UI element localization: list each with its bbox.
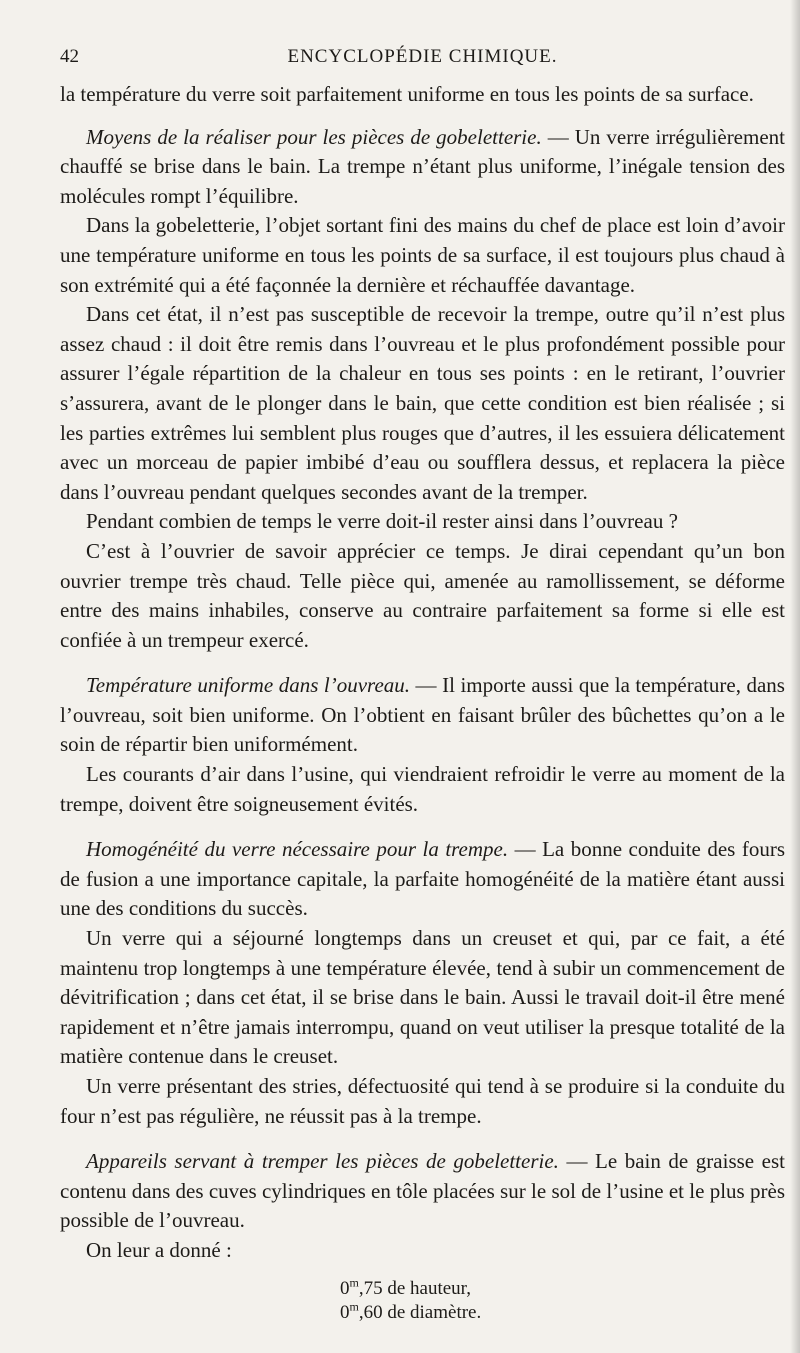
height-text: ,75 de hauteur, xyxy=(358,1278,471,1299)
paragraph-text: — Un verre irrégulièrement chauffé se brise dans le bain. La trempe n’étant plus uniforme, l’inégale tension des molécules rompt l’équilibre. xyxy=(60,124,785,208)
paragraph: C’est à l’ouvrier de savoir apprécier ce temps. Je dirai cependant qu’un bon ouvrier trempe très chaud. Telle pièce qui, amenée au ramollissement, se déforme entre des mains inhabiles, conserve au contraire parfaitement sa forme si elle est confiée à un trempeur exercé. xyxy=(60,538,785,652)
section-heading: Homogénéité du verre nécessaire pour la trempe. xyxy=(86,837,509,862)
section-heading: Moyens de la réaliser pour les pièces de gobeletterie. xyxy=(86,124,542,149)
diameter-unit: m xyxy=(349,1299,359,1314)
dimensions-block xyxy=(340,1277,481,1325)
section-paragraph xyxy=(60,1147,785,1236)
height-line xyxy=(340,1277,481,1301)
section-heading: Appareils servant à tremper les pièces de gobeletterie. xyxy=(86,1149,559,1174)
section-paragraph xyxy=(60,835,785,924)
running-title: ENCYCLOPÉDIE CHIMIQUE. xyxy=(287,46,558,67)
paragraph: On leur a donné : xyxy=(86,1237,232,1262)
height-unit: m xyxy=(349,1275,359,1290)
page-edge-shadow xyxy=(790,0,800,1353)
paragraph: la température du verre soit parfaitement uniforme en tous les points de sa surface. xyxy=(60,82,754,106)
paragraph: Un verre présentant des stries, défectuosité qui tend à se produire si la conduite du four n’est pas régulière, ne réussit pas à la trempe. xyxy=(60,1074,785,1128)
body-text xyxy=(60,80,785,1266)
paragraph-text: — Le bain de graisse est contenu dans des cuves cylindriques en tôle placées sur le sol de l’usine et le plus près possible de l’ouvreau. xyxy=(60,1149,785,1233)
section-paragraph xyxy=(60,123,785,212)
paragraph: Dans cet état, il n’est pas susceptible de recevoir la trempe, outre qu’il n’est plus assez chaud : il doit être remis dans l’ouvreau et le plus profondément possible pour assurer l’égale répartition de la chaleur en tous ses points : en le retirant, l’ouvrier s’assurera, avant de le plonger dans le bain, que cette condition est bien réalisée ; si les parties extrêmes lui semblent plus rouges que d’autres, il les essuiera délicatement avec un morceau de papier imbibé d’eau ou soufflera dessus, et replacera la pièce dans l’ouvreau pendant quelques secondes avant de la tremper. xyxy=(60,302,785,504)
diameter-text: ,60 de diamètre. xyxy=(358,1302,482,1323)
paragraph: Pendant combien de temps le verre doit-il rester ainsi dans l’ouvreau ? xyxy=(86,509,678,534)
height-value: 0 xyxy=(340,1278,350,1299)
paragraph-text: — La bonne conduite des fours de fusion a une importance capitale, la parfaite homogénéité de la matière étant aussi une des conditions du succès. xyxy=(60,837,786,921)
diameter-value: 0 xyxy=(340,1302,350,1323)
section-heading: Température uniforme dans l’ouvreau. xyxy=(86,673,411,698)
diameter-line xyxy=(340,1301,481,1325)
page-header xyxy=(60,46,785,72)
paragraph-text: — Il importe aussi que la température, dans l’ouvreau, soit bien uniforme. On l’obtient en faisant brûler des bûchettes qu’on a le soin de répartir bien uniformément. xyxy=(60,673,785,757)
paragraph: Un verre qui a séjourné longtemps dans un creuset et qui, par ce fait, a été maintenu trop longtemps à une température élevée, tend à subir un commencement de dévitrification ; dans cet état, il se brise dans le bain. Aussi le travail doit-il être mené rapidement et n’être jamais interrompu, quand on veut utiliser la presque totalité de la matière contenue dans le creuset. xyxy=(60,926,785,1069)
page-number: 42 xyxy=(60,46,79,67)
section-paragraph xyxy=(60,671,785,760)
paragraph: Dans la gobeletterie, l’objet sortant fini des mains du chef de place est loin d’avoir une température uniforme en tous les points de sa surface, il est toujours plus chaud à son extrémité qui a été façonnée la dernière et réchauffée davantage. xyxy=(60,213,785,297)
paragraph: Les courants d’air dans l’usine, qui viendraient refroidir le verre au moment de la trempe, doivent être soigneusement évités. xyxy=(60,762,785,816)
